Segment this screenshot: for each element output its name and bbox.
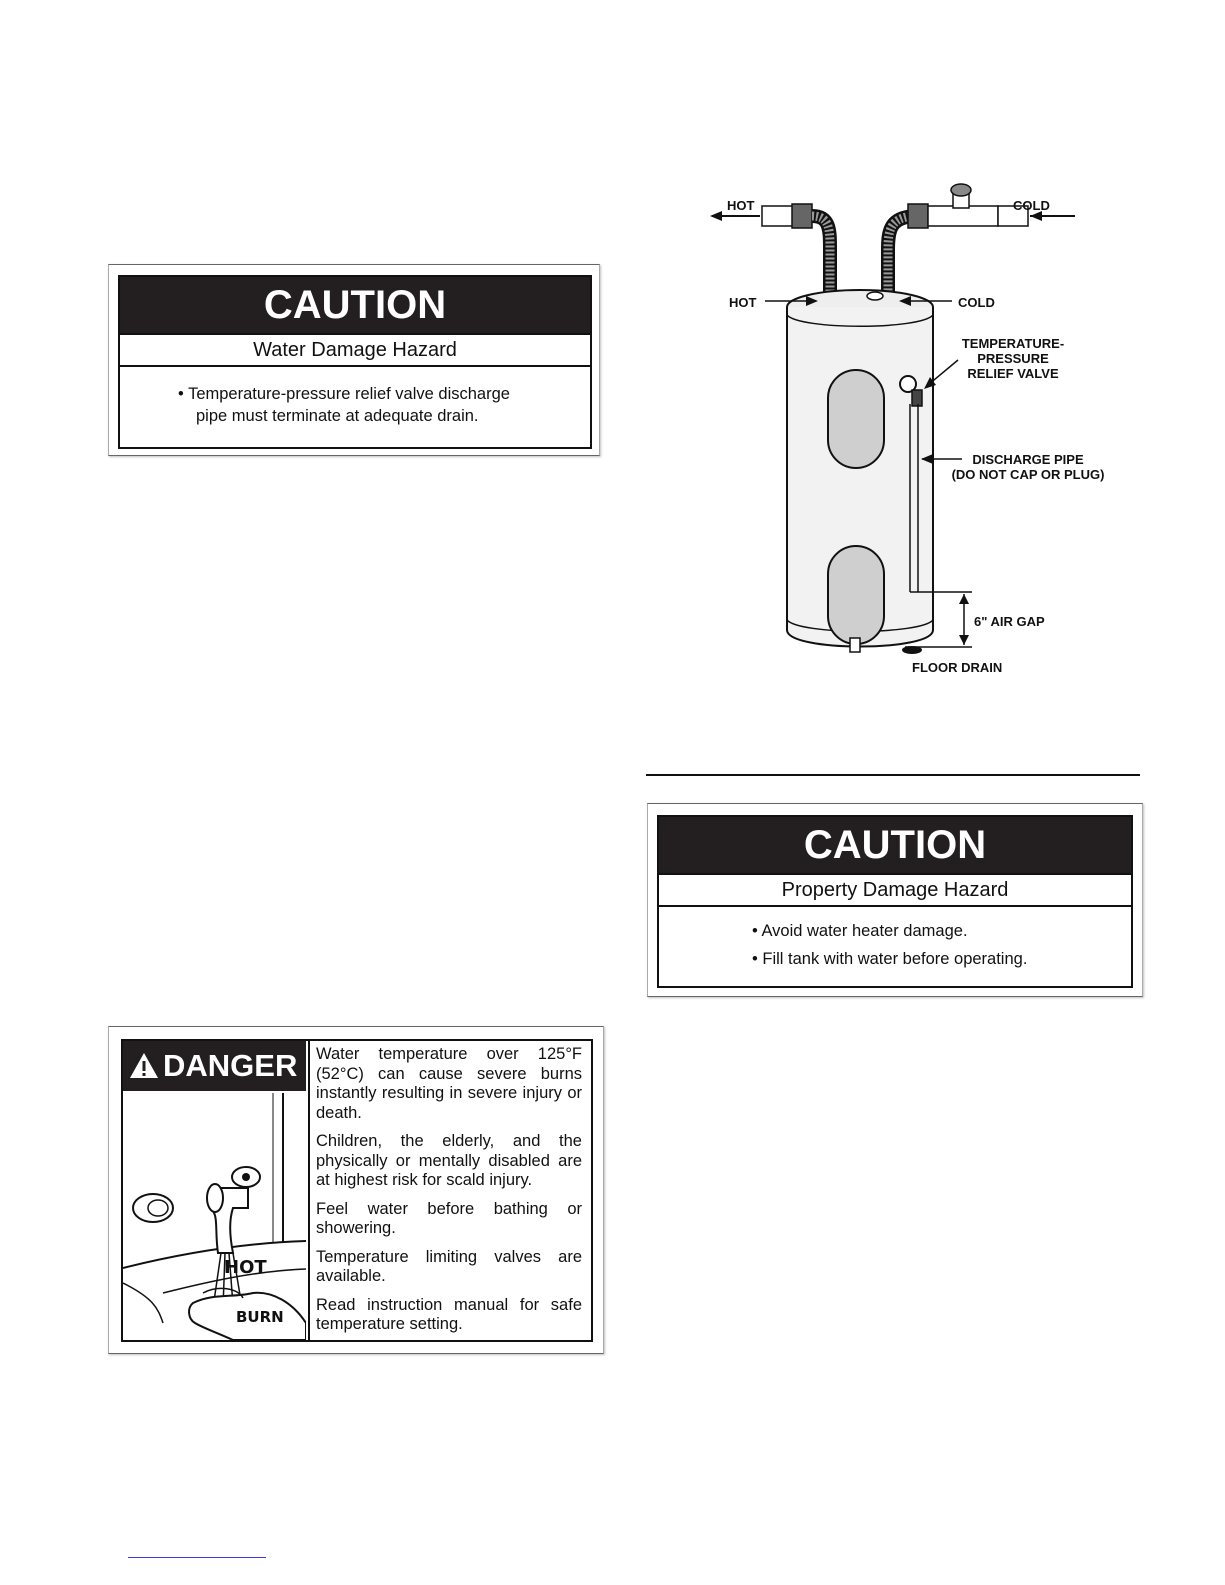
cold-inlet-label: COLD [1013, 198, 1050, 213]
floor-drain-label: FLOOR DRAIN [912, 660, 1003, 675]
burn-word: BURN [236, 1308, 284, 1326]
danger-paragraph: Temperature limiting valves are available. [316, 1247, 582, 1285]
tp-valve-label: TEMPERATURE- PRESSURE RELIEF VALVE [961, 336, 1065, 381]
warning-triangle-icon [129, 1044, 159, 1094]
caution-bullet: • Fill tank with water before operating. [752, 950, 1028, 968]
water-heater-installation-diagram [700, 180, 1140, 690]
caution-bullet: • Avoid water heater damage. [752, 922, 968, 940]
hot-tank-label: HOT [729, 295, 757, 310]
caution-body [120, 367, 590, 427]
footer-link-underline[interactable] [128, 1557, 266, 1558]
caution-subtitle: Water Damage Hazard [120, 333, 590, 367]
caution-label-box [118, 275, 592, 449]
danger-paragraph: Water temperature over 125°F (52°C) can cause severe burns instantly resulting in severe injury or death. [316, 1045, 582, 1122]
caution-body [659, 907, 1131, 973]
caution-title: CAUTION [120, 277, 590, 333]
caution-line: pipe must terminate at adequate drain. [196, 407, 479, 425]
cold-tank-label: COLD [958, 295, 995, 310]
discharge-pipe-label: DISCHARGE PIPE (DO NOT CAP OR PLUG) [951, 452, 1105, 482]
danger-paragraph: Read instruction manual for safe temperature setting. [316, 1295, 582, 1333]
section-rule [646, 774, 1140, 776]
hot-word: HOT [224, 1257, 267, 1278]
caution-subtitle: Property Damage Hazard [659, 873, 1131, 907]
caution-label-box [657, 815, 1133, 988]
danger-scald-label [108, 1026, 604, 1354]
caution-water-damage-label [108, 264, 600, 456]
danger-header [123, 1041, 306, 1091]
danger-divider [308, 1041, 310, 1340]
hot-outlet-label: HOT [727, 198, 755, 213]
air-gap-label: 6" AIR GAP [974, 614, 1045, 629]
danger-text [316, 1045, 582, 1344]
caution-line: • Temperature-pressure relief valve discharge [178, 385, 510, 403]
caution-property-damage-label [647, 803, 1143, 997]
scald-faucet-illustration [123, 1093, 306, 1340]
danger-label-box [121, 1039, 593, 1342]
danger-paragraph: Feel water before bathing or showering. [316, 1199, 582, 1237]
danger-paragraph: Children, the elderly, and the physically or mentally disabled are at highest risk for scald injury. [316, 1132, 582, 1189]
danger-title: DANGER [163, 1048, 298, 1083]
caution-title: CAUTION [659, 817, 1131, 873]
